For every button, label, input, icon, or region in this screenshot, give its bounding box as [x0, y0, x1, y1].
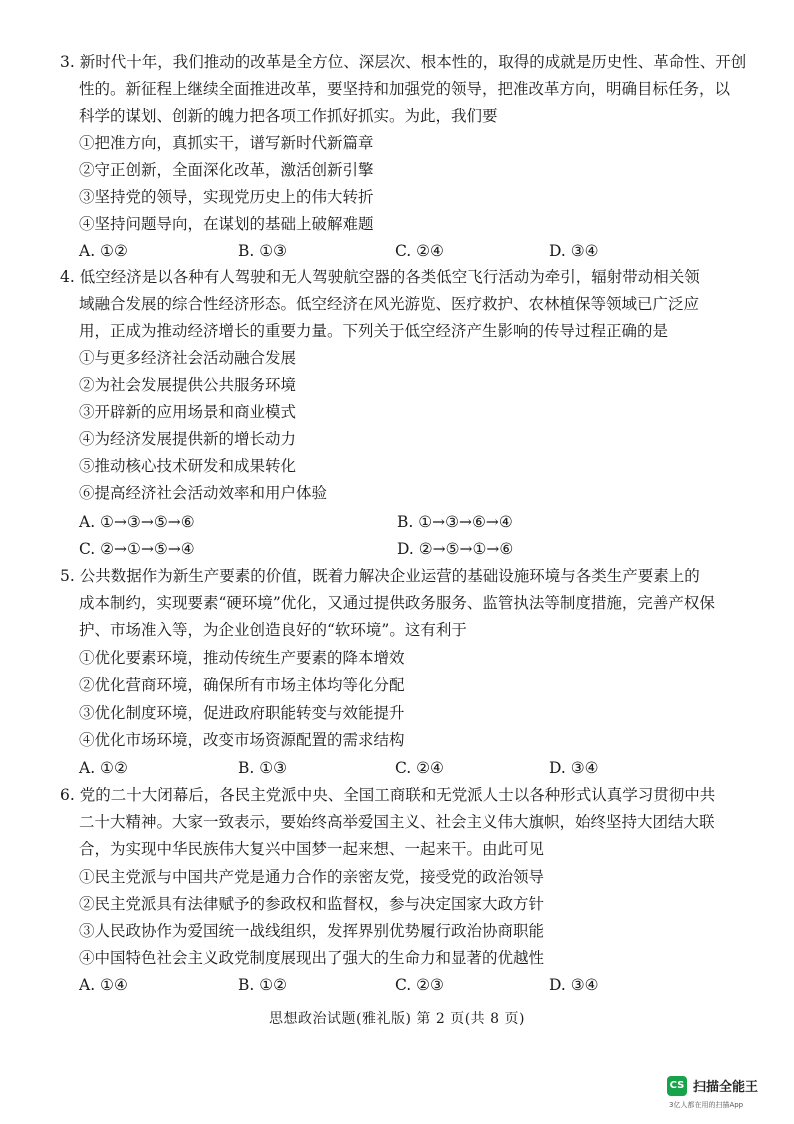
question-4: [60, 267, 740, 567]
question-3-choice-d: D. ③④: [549, 242, 599, 260]
question-6-option-1: ①民主党派与中国共产党是通力合作的亲密友党，接受党的政治领导: [79, 868, 545, 886]
question-4-stem-line-3: 用，正成为推动经济增长的重要力量。下列关于低空经济产生影响的传导过程正确的是: [79, 322, 669, 340]
question-5-stem-line-3: 护、市场准入等，为企业创造良好的“软环境”。这有利于: [79, 621, 467, 639]
camscanner-logo-icon: CS: [667, 1076, 687, 1096]
question-4-choice-a: A. ①→③→⑤→⑥: [79, 513, 195, 531]
question-5-option-1: ①优化要素环境，推动传统生产要素的降本增效: [79, 649, 405, 667]
question-4-option-1: ①与更多经济社会活动融合发展: [79, 349, 297, 367]
question-3-option-2: ②守正创新，全面深化改革，激活创新引擎: [79, 161, 374, 179]
question-6-choice-d: D. ③④: [549, 976, 599, 994]
question-5-choice-a: A. ①②: [79, 759, 128, 777]
question-5: [60, 566, 740, 786]
question-5-option-4: ④优化市场环境，改变市场资源配置的需求结构: [79, 731, 405, 749]
question-4-option-2: ②为社会发展提供公共服务环境: [79, 376, 297, 394]
question-5-choice-b: B. ①③: [238, 759, 288, 777]
question-3-option-3: ③坚持党的领导，实现党历史上的伟大转折: [79, 188, 374, 206]
question-6-choice-c: C. ②③: [395, 976, 444, 994]
question-6-option-2: ②民主党派具有法律赋予的参政权和监督权，参与决定国家大政方针: [79, 895, 545, 913]
question-6-option-3: ③人民政协作为爱国统一战线组织，发挥界别优势履行政治协商职能: [79, 922, 545, 940]
question-3: [60, 52, 747, 272]
question-3-choice-c: C. ②④: [395, 242, 444, 260]
question-6-stem-line-2: 二十大精神。大家一致表示，要始终高举爱国主义、社会主义伟大旗帜，始终坚持大团结大联: [79, 813, 715, 831]
question-5-choice-d: D. ③④: [549, 759, 599, 777]
question-4-choice-d: D. ②→⑤→①→⑥: [397, 540, 514, 558]
question-6-choice-b: B. ①②: [238, 976, 288, 994]
question-3-stem-line-3: 科学的谋划、创新的魄力把各项工作抓好抓实。为此，我们要: [79, 107, 498, 125]
question-3-stem-line-2: 性的。新征程上继续全面推进改革，要坚持和加强党的领导，把准改革方向，明确目标任务，以: [79, 80, 731, 98]
question-5-stem-line-2: 成本制约，实现要素“硬环境”优化，又通过提供政务服务、监管执法等制度措施，完善产权保: [79, 594, 715, 612]
question-4-option-5: ⑤推动核心技术研发和成果转化: [79, 457, 297, 475]
question-6-stem-line-3: 合，为实现中华民族伟大复兴中国梦一起来想、一起来干。由此可见: [79, 840, 545, 858]
question-5-option-3: ③优化制度环境，促进政府职能转变与效能提升: [79, 704, 405, 722]
question-5-stem-line-1: 5. 公共数据作为新生产要素的价值，既着力解决企业运营的基础设施环境与各类生产要素上的: [60, 567, 700, 585]
question-6-option-4: ④中国特色社会主义政党制度展现出了强大的生命力和显著的优越性: [79, 949, 545, 967]
question-5-choice-c: C. ②④: [395, 759, 444, 777]
scanner-watermark: [667, 1074, 782, 1116]
watermark-title: 扫描全能王: [693, 1080, 759, 1095]
question-6: [60, 785, 740, 1005]
question-4-stem-line-1: 4. 低空经济是以各种有人驾驶和无人驾驶航空器的各类低空飞行活动为牵引，辐射带动相关领: [60, 268, 700, 286]
question-6-choice-a: A. ①④: [79, 976, 128, 994]
question-4-choice-c: C. ②→①→⑤→④: [79, 540, 195, 558]
question-3-stem-line-1: 3. 新时代十年，我们推动的改革是全方位、深层次、根本性的，取得的成就是历史性、革命性、开创: [60, 53, 747, 71]
question-4-option-6: ⑥提高经济社会活动效率和用户体验: [79, 484, 328, 502]
question-4-option-4: ④为经济发展提供新的增长动力: [79, 430, 297, 448]
question-3-option-4: ④坚持问题导向，在谋划的基础上破解难题: [79, 215, 374, 233]
question-4-stem-line-2: 域融合发展的综合性经济形态。低空经济在风光游览、医疗救护、农林植保等领域已广泛应: [79, 295, 700, 313]
question-4-option-3: ③开辟新的应用场景和商业模式: [79, 403, 297, 421]
question-3-option-1: ①把准方向，真抓实干，谱写新时代新篇章: [79, 134, 374, 152]
question-3-choice-a: A. ①②: [79, 242, 128, 260]
question-3-choice-b: B. ①③: [238, 242, 288, 260]
watermark-subtitle: 3亿人都在用的扫描App: [669, 1101, 744, 1109]
page-footer: 思想政治试题(雅礼版) 第 2 页(共 8 页): [269, 1011, 525, 1027]
question-4-choice-b: B. ①→③→⑥→④: [397, 513, 513, 531]
question-6-stem-line-1: 6. 党的二十大闭幕后，各民主党派中央、全国工商联和无党派人士以各种形式认真学习贯彻中共: [60, 786, 716, 804]
question-5-option-2: ②优化营商环境，确保所有市场主体均等化分配: [79, 676, 405, 694]
